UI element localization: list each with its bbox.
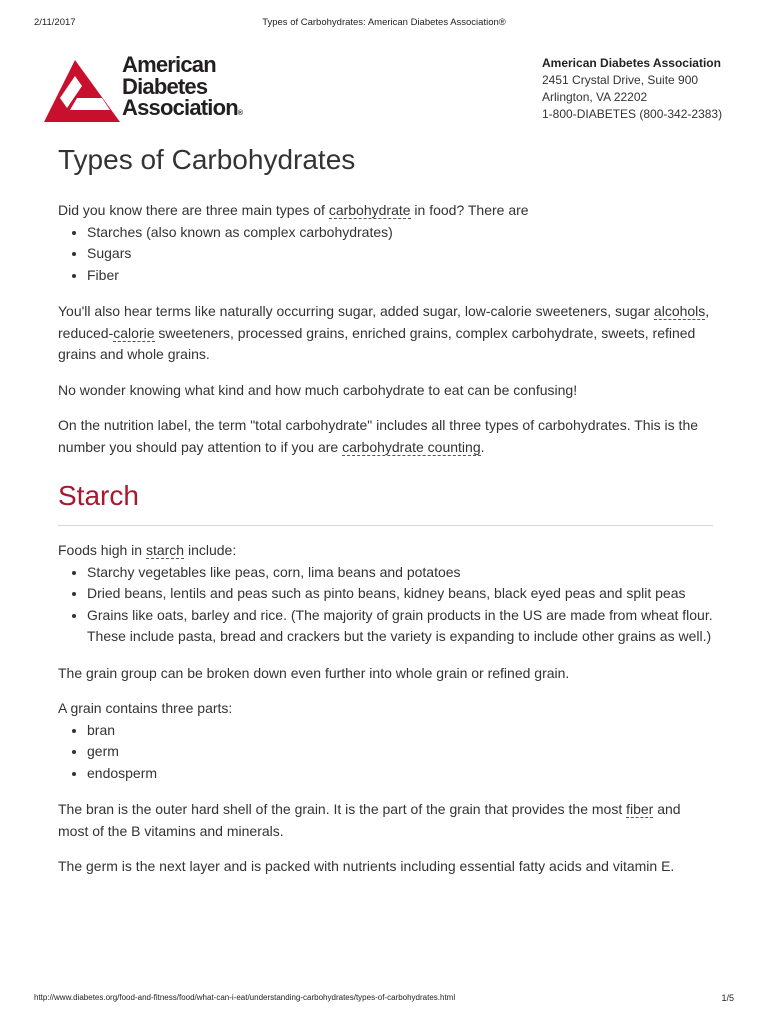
fiber-glossary-link[interactable]: fiber (626, 801, 654, 817)
starch-intro (58, 540, 713, 562)
label-paragraph (58, 415, 713, 458)
grain-parts-list (58, 720, 713, 785)
terms-text-2: , reduced- (58, 303, 710, 341)
bran-text-1: The bran is the outer hard shell of the grain. It is the part of the grain that provides the most (58, 801, 627, 817)
list-item: • endosperm (87, 763, 713, 785)
list-item: • germ (87, 741, 713, 763)
intro-text-before: Did you know there are three main types of (58, 202, 329, 218)
address-city: Arlington, VA 22202 (542, 90, 648, 104)
article-content (58, 140, 713, 892)
grain-parts-intro: A grain contains three parts: (58, 700, 233, 716)
starch-intro-after: include: (184, 542, 237, 558)
ada-logo[interactable] (44, 54, 264, 124)
print-date: 2/11/2017 (34, 17, 76, 28)
page-title: Types of Carbohydrates (58, 144, 356, 175)
starch-heading: Starch (58, 480, 139, 511)
germ-paragraph: The germ is the next layer and is packed with nutrients including essential fatty acids and vitamin E. (58, 858, 675, 874)
print-url: http://www.diabetes.org/food-and-fitness/food/what-can-i-eat/understanding-carbohydrates/types-of-carbohydrates.html (34, 993, 456, 1002)
logo-line-1: American (122, 52, 216, 77)
list-item: • Fiber (87, 265, 713, 287)
grain-group-paragraph: The grain group can be broken down even further into whole grain or refined grain. (58, 664, 570, 681)
address-street: 2451 Crystal Drive, Suite 900 (542, 73, 699, 87)
label-text-2: . (480, 438, 485, 455)
address-org: American Diabetes Association (542, 56, 721, 70)
logo-line-2: Diabetes (122, 73, 208, 99)
terms-text-3: sweeteners, processed grains, enriched grains, complex carbohydrate, sweets, refined grains and whole grains. (58, 324, 696, 362)
section-divider (58, 525, 713, 526)
list-item: • Dried beans, lentils and peas such as pinto beans, kidney beans, black eyed peas and split peas (87, 583, 713, 605)
bran-paragraph (58, 799, 713, 842)
carbohydrate-counting-link[interactable]: carbohydrate counting (342, 438, 481, 455)
terms-paragraph (58, 301, 713, 366)
address-block (542, 55, 722, 123)
list-item: • Starches (also known as complex carbohydrates) (87, 222, 713, 244)
intro-paragraph (58, 200, 713, 222)
address-phone[interactable]: 1-800-DIABETES (800-342-2383) (542, 107, 723, 121)
list-item: • Starchy vegetables like peas, corn, lima beans and potatoes (87, 562, 713, 584)
label-text-1: On the nutrition label, the term "total carbohydrate" includes all three types of carbohydrates. This is the number you should pay attention to if you are (58, 417, 699, 455)
starch-glossary-link[interactable]: starch (145, 542, 185, 558)
confusing-paragraph: No wonder knowing what kind and how much carbohydrate to eat can be confusing! (58, 381, 578, 398)
list-item: • Grains like oats, barley and rice. (The majority of grain products in the US are made from wheat flour. These include pasta, bread and crackers but the variety is expanding to include other grains as well.) (87, 605, 713, 648)
logo-wordmark (122, 54, 243, 125)
bran-text-2: and most of the B vitamins and minerals. (58, 801, 681, 839)
logo-line-3: Association (122, 95, 238, 120)
ada-triangle-icon (44, 58, 120, 122)
carbohydrate-glossary-link[interactable]: carbohydrate (328, 202, 411, 218)
alcohols-glossary-link[interactable]: alcohols (653, 303, 706, 319)
page-number: 1/5 (721, 993, 734, 1003)
list-item: • bran (87, 720, 713, 742)
registered-mark: ® (237, 110, 244, 117)
terms-text-1: You'll also hear terms like naturally occurring sugar, added sugar, low-calorie sweeteners, sugar (58, 303, 654, 319)
list-item: • Sugars (87, 243, 713, 265)
print-title: Types of Carbohydrates: American Diabetes Association® (262, 17, 506, 28)
starch-intro-before: Foods high in (58, 542, 146, 558)
starch-foods-list (58, 562, 713, 648)
intro-text-after: in food? There are (410, 202, 529, 218)
calorie-glossary-link[interactable]: calorie (113, 324, 155, 341)
carb-types-list (58, 222, 713, 287)
